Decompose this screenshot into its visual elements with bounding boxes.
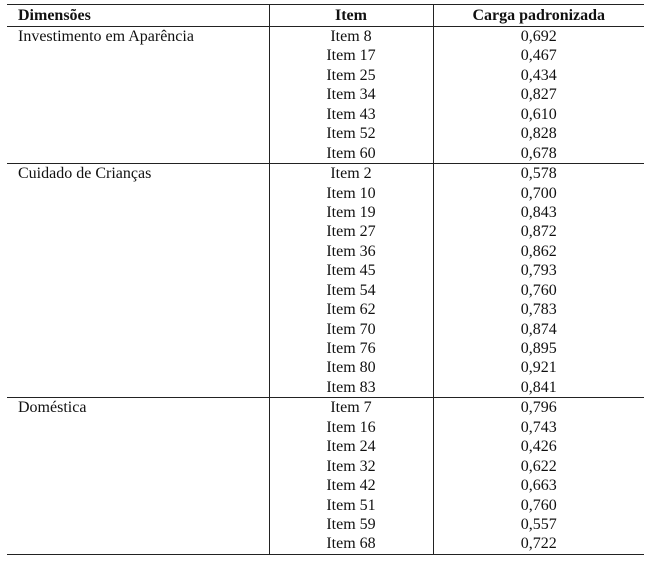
loading-cell: 0,622 [520, 457, 557, 475]
table-row [7, 515, 644, 534]
table-row [7, 184, 644, 203]
dimension-cell [7, 358, 269, 377]
item-cell: Item 25 [269, 66, 433, 85]
item-cell: Item 8 [269, 27, 433, 47]
dimension-cell [7, 515, 269, 534]
dimension-cell [7, 222, 269, 241]
dimension-cell [7, 496, 269, 515]
dimension-cell [7, 476, 269, 495]
dimension-cell [7, 437, 269, 456]
item-cell: Item 32 [269, 457, 433, 476]
table-row [7, 164, 644, 184]
dimension-cell [7, 105, 269, 124]
table-row [7, 418, 644, 437]
table-row [7, 203, 644, 222]
loading-cell: 0,663 [520, 477, 557, 495]
dimension-cell [7, 281, 269, 300]
item-cell: Item 68 [269, 534, 433, 554]
loading-cell: 0,874 [520, 320, 557, 338]
item-cell: Item 52 [269, 124, 433, 143]
table-row [7, 222, 644, 241]
loading-cell: 0,895 [520, 340, 557, 357]
table-row [7, 300, 644, 319]
loading-cell: 0,828 [520, 125, 557, 143]
dimension-cell [7, 66, 269, 85]
loading-cell: 0,678 [520, 144, 557, 162]
table-header [7, 5, 644, 27]
dimension-cell [7, 261, 269, 280]
dimension-cell [7, 320, 269, 339]
loading-cell: 0,862 [520, 242, 557, 260]
item-cell: Item 27 [269, 222, 433, 241]
item-cell: Item 17 [269, 46, 433, 65]
table-row [7, 242, 644, 261]
item-cell: Item 59 [269, 515, 433, 534]
dimension-cell [7, 144, 269, 164]
item-cell: Item 16 [269, 418, 433, 437]
dimension-cell: Doméstica [7, 398, 269, 418]
dimension-cell [7, 46, 269, 65]
dimension-cell [7, 85, 269, 104]
item-cell: Item 62 [269, 300, 433, 319]
table-row [7, 144, 644, 164]
table-row [7, 281, 644, 300]
header-carga-padronizada: Carga padronizada [433, 5, 644, 27]
item-cell: Item 2 [269, 164, 433, 184]
item-cell: Item 7 [269, 398, 433, 418]
item-cell: Item 51 [269, 496, 433, 515]
table-row [7, 476, 644, 495]
item-cell: Item 10 [269, 184, 433, 203]
table-row [7, 105, 644, 124]
loading-cell: 0,796 [433, 398, 644, 418]
dimension-cell [7, 184, 269, 203]
loading-cell: 0,921 [520, 359, 557, 377]
dimension-cell [7, 457, 269, 476]
header-item: Item [269, 5, 433, 27]
loading-cell: 0,743 [520, 418, 557, 436]
dimension-cell [7, 339, 269, 358]
loading-cell: 0,722 [433, 534, 644, 554]
header-row [7, 5, 644, 27]
loading-cell: 0,760 [520, 281, 557, 299]
dimension-cell [7, 203, 269, 222]
item-cell: Item 76 [269, 339, 433, 358]
table-row [7, 339, 644, 358]
table-row [7, 398, 644, 418]
loading-cell: 0,872 [520, 223, 557, 241]
loading-cell: 0,610 [520, 105, 557, 123]
loading-cell: 0,783 [520, 301, 557, 319]
table-row [7, 496, 644, 515]
table-row [7, 358, 644, 377]
item-cell: Item 45 [269, 261, 433, 280]
table-row [7, 85, 644, 104]
loading-cell: 0,692 [433, 27, 644, 47]
loading-cell: 0,426 [520, 438, 557, 456]
table-body [7, 27, 644, 555]
item-cell: Item 24 [269, 437, 433, 456]
item-cell: Item 42 [269, 476, 433, 495]
item-cell: Item 34 [269, 85, 433, 104]
loading-cell: 0,700 [520, 184, 557, 202]
item-cell: Item 70 [269, 320, 433, 339]
dimension-cell: Cuidado de Crianças [7, 164, 269, 184]
loading-cell: 0,434 [520, 66, 557, 84]
table-row [7, 66, 644, 85]
table-row [7, 534, 644, 554]
loading-cell: 0,793 [520, 262, 557, 280]
item-cell: Item 80 [269, 358, 433, 377]
table-row [7, 261, 644, 280]
dimension-cell [7, 378, 269, 398]
table-row [7, 320, 644, 339]
item-cell: Item 83 [269, 378, 433, 398]
dimension-cell: Investimento em Aparência [7, 27, 269, 47]
table-row [7, 124, 644, 143]
dimension-cell [7, 124, 269, 143]
loading-cell: 0,843 [520, 203, 557, 221]
loading-cell: 0,827 [520, 86, 557, 104]
loading-cell: 0,841 [520, 378, 557, 396]
header-dimensoes: Dimensões [7, 5, 269, 27]
dimension-cell [7, 242, 269, 261]
item-cell: Item 19 [269, 203, 433, 222]
dimension-cell [7, 418, 269, 437]
factor-loadings-table [7, 4, 644, 555]
loading-cell: 0,578 [433, 164, 644, 184]
item-cell: Item 60 [269, 144, 433, 164]
loading-cell: 0,467 [520, 47, 557, 65]
item-cell: Item 36 [269, 242, 433, 261]
dimension-cell [7, 300, 269, 319]
table-row [7, 46, 644, 65]
dimension-cell [7, 534, 269, 554]
table-row [7, 27, 644, 47]
table-row [7, 437, 644, 456]
loading-cell: 0,760 [520, 496, 557, 514]
table-row [7, 378, 644, 398]
loading-cell: 0,557 [520, 515, 557, 533]
table-row [7, 457, 644, 476]
item-cell: Item 43 [269, 105, 433, 124]
item-cell: Item 54 [269, 281, 433, 300]
